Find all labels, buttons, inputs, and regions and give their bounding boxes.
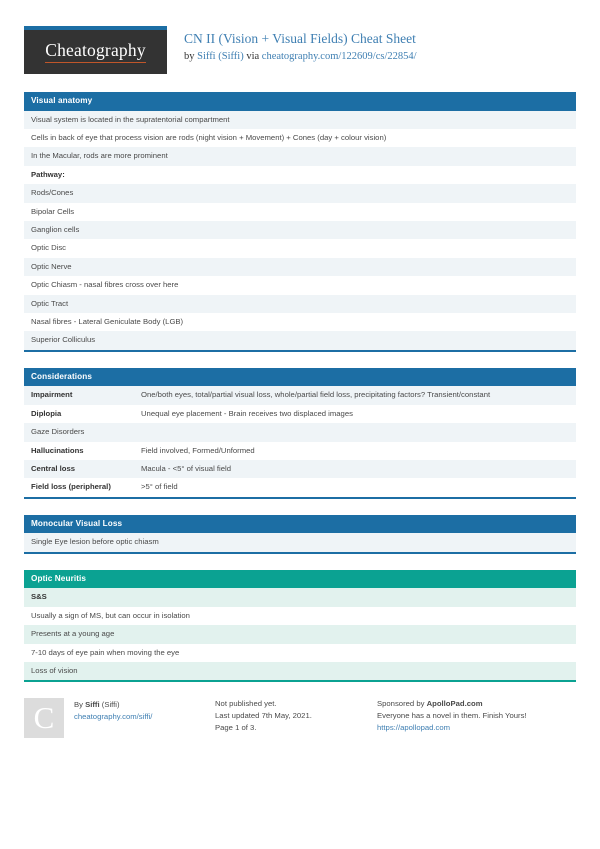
row-text: Superior Colliculus [31,335,96,345]
row-text: In the Macular, rods are more prominent [31,151,168,161]
sections-container [24,92,576,682]
sponsor-link[interactable]: https://apollopad.com [377,723,451,733]
byline-source-link[interactable]: cheatography.com/122609/cs/22854/ [261,50,417,62]
section [24,368,576,499]
row-label: Impairment [31,390,73,400]
table-row [24,313,576,331]
table-row [24,239,576,257]
section [24,570,576,683]
table-row [24,258,576,276]
row-text: Visual system is located in the supratentorial compartment [31,114,230,124]
table-row [24,111,576,129]
section [24,515,576,554]
row-text: Usually a sign of MS, but can occur in isolation [31,610,190,620]
table-row [24,533,576,551]
row-text: Ganglion cells [31,225,80,234]
footer-author-name: Siffi [85,700,100,710]
page-number: Page 1 of 3. [215,723,257,733]
table-row [24,478,576,496]
table-row [24,129,576,147]
row-text: Bipolar Cells [31,206,75,216]
row-value: One/both eyes, total/partial visual loss, whole/partial field loss, precipitating factors? Transient/constant [141,390,491,400]
table-row [24,386,576,404]
byline-via: via [243,50,262,62]
row-value: Unequal eye placement - Brain receives two displaced images [141,408,353,418]
table-row [24,221,576,239]
page-header [24,26,576,74]
table-row [24,423,576,441]
footer-author-link[interactable]: cheatography.com/siffi/ [74,712,153,722]
table-row [24,147,576,165]
table-row [24,203,576,221]
title-block [167,26,417,64]
section [24,92,576,352]
row-value: >5° of field [141,482,178,492]
byline [184,50,417,64]
row-text: Rods/Cones [31,188,74,198]
row-text: Presents at a young age [31,629,115,639]
footer-author-line [74,699,152,711]
footer-by-prefix: By [74,700,86,710]
row-label: Central loss [31,463,76,473]
table-row [24,166,576,184]
footer-publish-column [215,698,377,738]
section-header: Considerations [24,368,576,387]
row-label: Gaze Disorders [31,427,85,437]
cheatography-logo[interactable] [24,26,167,74]
table-row [24,607,576,625]
row-label: Hallucinations [31,445,84,455]
footer-author-column [24,698,215,738]
section-header: Monocular Visual Loss [24,515,576,534]
row-text: Optic Tract [31,298,69,308]
table-row [24,644,576,662]
row-label: Field loss (peripheral) [31,482,111,492]
page-title: CN II (Vision + Visual Fields) Cheat Sheet [184,31,416,46]
publish-status: Not published yet. [215,699,277,709]
byline-prefix: by [184,50,198,62]
section-header: Visual anatomy [24,92,576,111]
table-row [24,460,576,478]
row-text: Optic Chiasm - nasal fibres cross over here [31,280,179,290]
cheatsheet-body [24,26,576,738]
logo-text: Cheatography [45,41,146,62]
row-value: Field involved, Formed/Unformed [141,445,255,455]
table-row [24,405,576,423]
table-row [24,588,576,606]
row-text: Pathway: [31,169,65,179]
row-text: S&S [31,592,47,602]
table-row [24,276,576,294]
row-text: Cells in back of eye that process vision are rods (night vision + Movement) + Cones (day + colour vision) [31,133,387,143]
table-row [24,184,576,202]
table-row [24,295,576,313]
last-updated: Last updated 7th May, 2021. [215,711,312,721]
table-row [24,331,576,349]
row-label: Diplopia [31,408,62,418]
row-text: Loss of vision [31,666,78,675]
section-header: Optic Neuritis [24,570,576,589]
table-row [24,662,576,680]
byline-author-link[interactable]: Siffi (Siffi) [197,50,244,62]
row-text: 7-10 days of eye pain when moving the eye [31,647,180,657]
footer-author-handle: (Siffi) [99,700,120,710]
row-text: Single Eye lesion before optic chiasm [31,537,159,547]
row-text: Nasal fibres - Lateral Geniculate Body (LGB) [31,316,184,326]
row-value: Macula - <5° of visual field [141,463,232,473]
table-row [24,442,576,460]
sponsor-prefix: Sponsored by [377,699,427,709]
footer-sponsor-column [377,698,576,738]
row-text: Optic Nerve [31,261,72,271]
avatar: C [24,698,64,738]
row-text: Optic Disc [31,243,67,253]
page-footer [24,698,576,738]
table-row [24,625,576,643]
footer-author-text [74,698,152,738]
sponsor-line [377,698,562,710]
sponsor-name: ApolloPad.com [426,699,483,709]
sponsor-tagline: Everyone has a novel in them. Finish Yours! [377,711,527,721]
